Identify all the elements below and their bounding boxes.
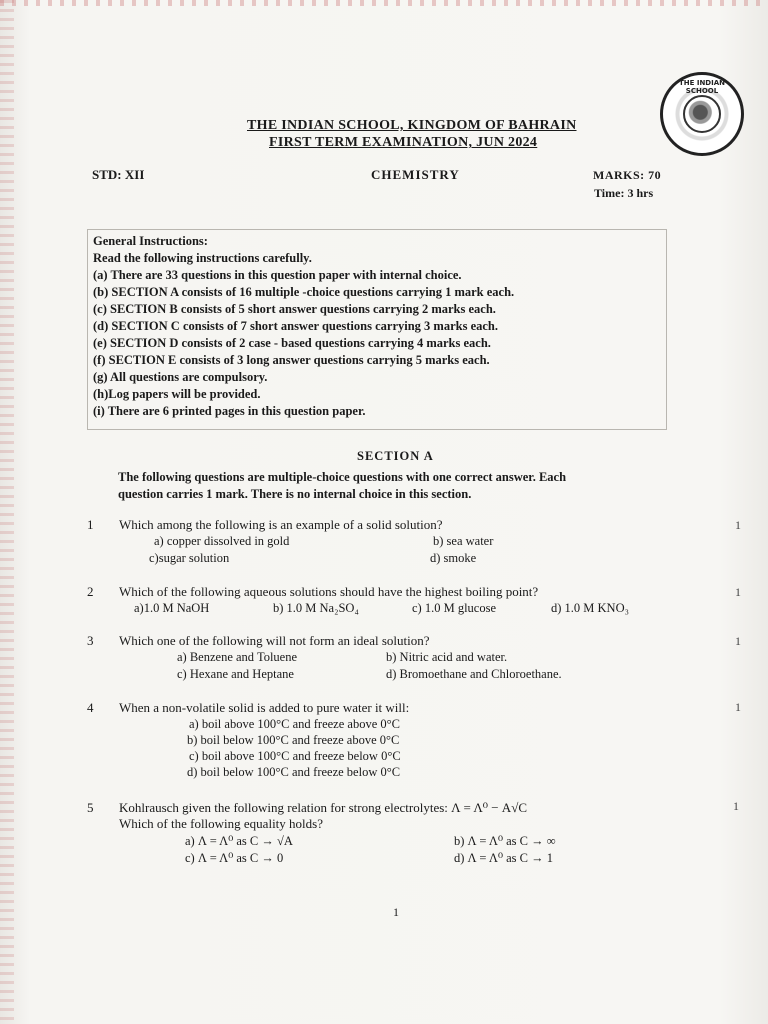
question-option: c) 1.0 M glucose (412, 601, 497, 615)
question-text: When a non-volatile solid is added to pure water it will: (119, 700, 410, 715)
question-option: b) Nitric acid and water. (386, 650, 508, 664)
instruction-item: (c) SECTION B consists of 5 short answer questions carrying 2 marks each. (93, 302, 496, 316)
section-description: The following questions are multiple-choice questions with one correct answer. Each (118, 470, 567, 484)
question-option: b) Λ = Λ⁰ as C → ∞ (454, 834, 556, 848)
page-number: 1 (393, 905, 399, 919)
question-option: b) 1.0 M Na₂SO₄ (273, 601, 359, 615)
question-mark: 1 (735, 585, 741, 599)
subject-label: CHEMISTRY (371, 167, 460, 182)
paper-edge-top (0, 0, 768, 6)
question-text: Kohlrausch given the following relation for strong electrolytes: Λ = Λ⁰ − A√C (119, 800, 528, 815)
question-option: a) Λ = Λ⁰ as C → √A (185, 834, 293, 848)
question-text: Which one of the following will not form an ideal solution? (119, 633, 430, 648)
question-mark: 1 (735, 634, 741, 648)
instruction-item: (b) SECTION A consists of 16 multiple -choice questions carrying 1 mark each. (93, 285, 515, 299)
question-option: c) boil above 100°C and freeze below 0°C (189, 749, 401, 763)
school-name: THE INDIAN SCHOOL, KINGDOM OF BAHRAIN (247, 118, 577, 133)
question-option: a)1.0 M NaOH (134, 601, 210, 615)
question-option: b) sea water (433, 534, 494, 548)
section-description: question carries 1 mark. There is no internal choice in this section. (118, 487, 472, 501)
question-mark: 1 (733, 799, 739, 813)
question-option: a) Benzene and Toluene (177, 650, 298, 664)
question-option: c) Λ = Λ⁰ as C → 0 (185, 851, 284, 865)
instruction-item: (g) All questions are compulsory. (93, 370, 268, 384)
question-option: a) copper dissolved in gold (154, 534, 290, 548)
question-option: c)sugar solution (149, 551, 230, 565)
instruction-item: (e) SECTION D consists of 2 case - based questions carrying 4 marks each. (93, 336, 491, 350)
question-option: d) Bromoethane and Chloroethane. (386, 667, 562, 681)
logo-emblem (683, 95, 721, 133)
question-option: a) boil above 100°C and freeze above 0°C (189, 717, 400, 731)
question-number: 2 (87, 584, 94, 599)
instruction-item: (d) SECTION C consists of 7 short answer questions carrying 3 marks each. (93, 319, 498, 333)
question-option: d) 1.0 M KNO₃ (551, 601, 629, 615)
instruction-item: (f) SECTION E consists of 3 long answer questions carrying 5 marks each. (93, 353, 490, 367)
exam-title: FIRST TERM EXAMINATION, JUN 2024 (269, 135, 538, 150)
question-option: d) boil below 100°C and freeze below 0°C (187, 765, 401, 779)
instruction-item: (a) There are 33 questions in this question paper with internal choice. (93, 268, 462, 282)
question-text: Which among the following is an example of a solid solution? (119, 517, 443, 532)
question-option: c) Hexane and Heptane (177, 667, 294, 681)
instructions-heading: General Instructions: (93, 234, 208, 248)
logo-text: THE INDIAN SCHOOL (678, 79, 725, 95)
instruction-item: (i) There are 6 printed pages in this question paper. (93, 404, 366, 418)
marks-label: MARKS: 70 (593, 168, 662, 182)
question-option: d) smoke (430, 551, 477, 565)
std-label: STD: XII (92, 167, 145, 182)
question-mark: 1 (735, 700, 741, 714)
question-number: 5 (87, 800, 94, 815)
question-text: Which of the following equality holds? (119, 816, 323, 831)
instruction-item: (h)Log papers will be provided. (93, 387, 261, 401)
question-number: 1 (87, 517, 94, 532)
question-number: 3 (87, 633, 94, 648)
question-option: b) boil below 100°C and freeze above 0°C (187, 733, 400, 747)
question-mark: 1 (735, 518, 741, 532)
instructions-intro: Read the following instructions carefully. (93, 251, 312, 265)
question-number: 4 (87, 700, 94, 715)
question-text: Which of the following aqueous solutions should have the highest boiling point? (119, 584, 539, 599)
school-logo-icon (660, 72, 744, 156)
question-option: d) Λ = Λ⁰ as C → 1 (454, 851, 553, 865)
section-title: SECTION A (357, 449, 434, 463)
time-label: Time: 3 hrs (594, 186, 654, 200)
paper-edge (0, 0, 14, 1024)
